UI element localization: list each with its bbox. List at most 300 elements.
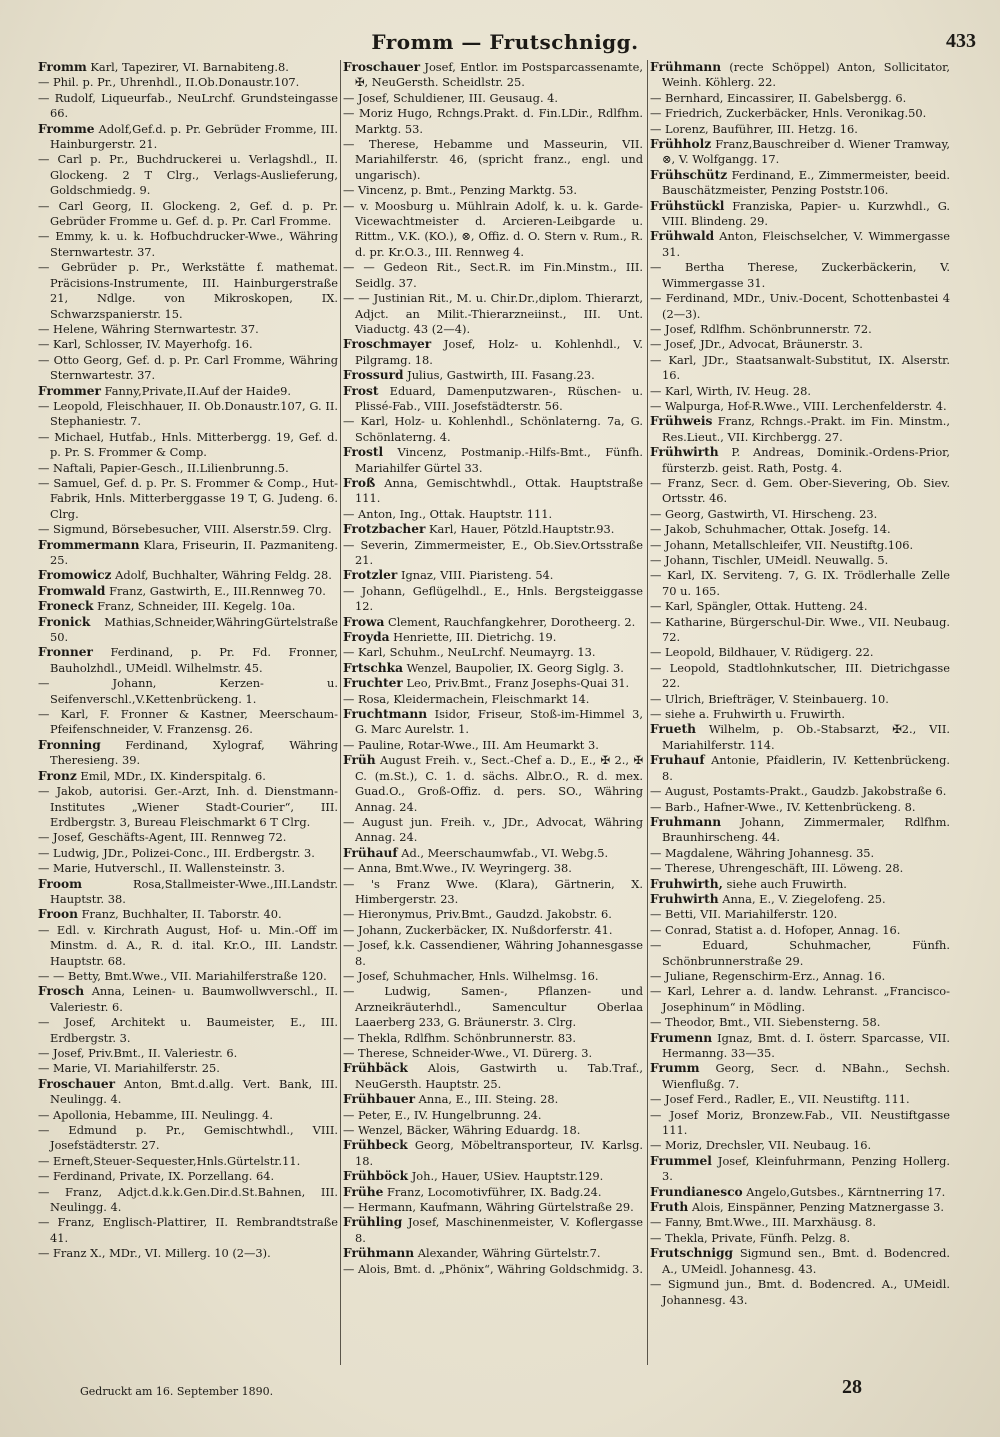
entry-details: Eduard, Damenputzwaren-, Rüschen- u. Plissé-Fab., VIII. Josefstädterstr. 56. xyxy=(355,383,643,413)
directory-entry xyxy=(38,461,338,476)
entry-details: — 's Franz Wwe. (Klara), Gärtnerin, X. Himbergerstr. 23. xyxy=(343,876,643,906)
entry-details: — Sigmund jun., Bmt. d. Bodencred. A., UMeidl. Johannesg. 43. xyxy=(650,1277,950,1307)
entry-surname: Froyda xyxy=(343,630,390,645)
entry-surname: Frosch xyxy=(38,984,85,999)
entry-details: — Karl, Schuhm., NeuLrchf. Neumayrg. 13. xyxy=(343,645,596,660)
entry-details: Anna, Gemischtwhdl., Ottak. Hauptstraße 111. xyxy=(355,475,643,506)
entry-details: — Wenzel, Bäcker, Währing Eduardg. 18. xyxy=(343,1123,581,1138)
entry-surname: Frowa xyxy=(343,614,385,629)
directory-entry xyxy=(343,753,643,815)
entry-surname: Frommer xyxy=(38,383,101,398)
directory-entry xyxy=(650,923,950,938)
entry-details: P. Andreas, Dominik.-Ordens-Prior, fürsterzb. geist. Rath, Postg. 4. xyxy=(662,445,950,475)
entry-details: — Pauline, Rotar-Wwe., III. Am Heumarkt 3. xyxy=(343,737,599,752)
directory-entry xyxy=(343,60,643,91)
entry-details: — Barb., Hafner-Wwe., IV. Kettenbrückeng. 8. xyxy=(650,799,916,814)
entry-details: (recte Schöppel) Anton, Sollicitator, Weinh. Köhlerg. 22. xyxy=(662,60,950,90)
entry-surname: Fruchter xyxy=(343,676,403,691)
directory-entry xyxy=(650,1108,950,1139)
directory-entry xyxy=(650,892,950,907)
entry-details: — Lorenz, Bauführer, III. Hetzg. 16. xyxy=(650,121,858,136)
directory-entry xyxy=(343,337,643,368)
directory-entry xyxy=(38,522,338,537)
entry-details: Johann, Zimmermaler, Rdlfhm. Braunhirscheng. 44. xyxy=(662,814,950,845)
directory-entry xyxy=(650,106,950,121)
directory-entry xyxy=(650,877,950,892)
entry-details: — Rudolf, Liqueurfab., NeuLrchf. Grundsteingasse 66. xyxy=(38,90,338,121)
directory-entry xyxy=(343,1200,643,1215)
entry-details: — Hieronymus, Priv.Bmt., Gaudzd. Jakobstr. 6. xyxy=(343,907,612,922)
directory-entry xyxy=(38,399,338,430)
entry-details: Klara, Friseurin, II. Pazmaniteng. 25. xyxy=(50,537,338,567)
directory-entry xyxy=(650,229,950,260)
column-divider xyxy=(647,60,648,1365)
directory-entry xyxy=(38,260,338,322)
directory-entry xyxy=(650,707,950,722)
directory-entry xyxy=(343,676,643,691)
entry-surname: Fromowicz xyxy=(38,568,112,583)
directory-entry xyxy=(650,800,950,815)
entry-details: — Bertha Therese, Zuckerbäckerin, V. Wimmergasse 31. xyxy=(650,260,950,290)
entry-details: — Franz, Adjct.d.k.k.Gen.Dir.d.St.Bahnen, III. Neulingg. 4. xyxy=(38,1184,338,1215)
entry-details: — — Betty, Bmt.Wwe., VII. Mariahilferstraße 120. xyxy=(38,968,327,983)
directory-entry xyxy=(650,1092,950,1107)
directory-entry xyxy=(38,707,338,738)
directory-entry xyxy=(650,399,950,414)
entry-details: — Thekla, Private, Fünfh. Pelzg. 8. xyxy=(650,1230,851,1245)
entry-surname: Froschauer xyxy=(343,60,421,74)
directory-entry xyxy=(650,661,950,692)
directory-entry xyxy=(343,877,643,908)
entry-details: Franz, Locomotivführer, IX. Badg.24. xyxy=(386,1184,602,1199)
directory-entry xyxy=(38,1185,338,1216)
directory-entry xyxy=(38,1046,338,1061)
entry-details: — Juliane, Regenschirm-Erz., Annag. 16. xyxy=(650,968,886,983)
directory-entry xyxy=(38,1154,338,1169)
entry-details: — Franz, Englisch-Plattirer, II. Rembrandtstraße 41. xyxy=(38,1215,338,1245)
directory-entry xyxy=(343,615,643,630)
entry-surname: Frühwirth xyxy=(650,445,719,460)
directory-column-1 xyxy=(38,60,338,1370)
entry-details: — Johann, Tischler, UMeidl. Neuwallg. 5. xyxy=(650,553,889,567)
directory-entry xyxy=(650,1215,950,1230)
directory-entry xyxy=(38,75,338,90)
entry-details: — Leopold, Fleischhauer, II. Ob.Donaustr.107, G. II. Stephaniestr. 7. xyxy=(38,398,338,429)
directory-entry xyxy=(650,353,950,384)
entry-details: Sigmund sen., Bmt. d. Bodencred. A., UMeidl. Johannesg. 43. xyxy=(662,1246,950,1276)
entry-details: Josef, Maschinenmeister, V. Koflergasse 8. xyxy=(355,1215,643,1245)
entry-details: — Josef, Architekt u. Baumeister, E., III. Erdbergstr. 3. xyxy=(38,1015,338,1045)
entry-details: Julius, Gastwirth, III. Fasang.23. xyxy=(407,368,595,383)
entry-details: Anna, Leinen- u. Baumwollwverschl., II. Valeriestr. 6. xyxy=(50,984,338,1014)
entry-details: — Rosa, Kleidermachein, Fleischmarkt 14. xyxy=(343,691,590,706)
directory-entry xyxy=(650,137,950,168)
entry-details: — Magdalene, Währing Johannesg. 35. xyxy=(650,845,875,860)
entry-details: — Theodor, Bmt., VII. Siebensterng. 58. xyxy=(650,1015,881,1030)
entry-details: — Michael, Hutfab., Hnls. Mitterbergg. 19, Gef. d. p. Pr. S. Frommer & Comp. xyxy=(38,429,338,460)
entry-details: — Carl p. Pr., Buchdruckerei u. Verlagshdl., II. Glockeng. 2 T Clrg., Verlags-Auslieferung, Goldschmiedg. 9. xyxy=(38,152,338,198)
entry-details: — Eduard, Schuhmacher, Fünfh. Schönbrunnerstraße 29. xyxy=(650,938,950,968)
entry-details: — Anna, Bmt.Wwe., IV. Weyringerg. 38. xyxy=(343,861,572,876)
entry-details: — August jun. Freih. v., JDr., Advocat, Währing Annag. 24. xyxy=(343,814,643,845)
directory-entry xyxy=(38,1061,338,1076)
entry-details: — Josef, Priv.Bmt., II. Valeriestr. 6. xyxy=(38,1046,238,1060)
entry-details: — Therese, Schneider-Wwe., VI. Dürerg. 3. xyxy=(343,1046,593,1060)
directory-entry xyxy=(650,984,950,1015)
directory-entry xyxy=(38,1123,338,1154)
directory-entry xyxy=(343,368,643,383)
entry-surname: Fronner xyxy=(38,645,93,660)
directory-entry xyxy=(650,60,950,91)
directory-entry xyxy=(343,1046,643,1061)
directory-entry xyxy=(343,1262,643,1277)
entry-details: Adolf, Buchhalter, Währing Feldg. 28. xyxy=(115,568,332,583)
entry-surname: Frühbeck xyxy=(343,1138,408,1153)
directory-entry xyxy=(38,769,338,784)
entry-details: Ferdinand, Xylograf, Währing Theresieng. 39. xyxy=(50,737,338,768)
directory-entry xyxy=(343,137,643,183)
entry-surname: Fronick xyxy=(38,614,91,629)
entry-details: — Josef, Schuldiener, III. Geusaug. 4. xyxy=(343,90,559,105)
entry-details: — Gebrüder p. Pr., Werkstätte f. mathemat. Präcisions-Instrumente, III. Hainburgerstraße 21, Ndlge. von Mikroskopen, IX. Schwarzspanierstr. 15. xyxy=(38,260,338,321)
entry-details: — August, Postamts-Prakt., Gaudzb. Jakobstraße 6. xyxy=(650,784,947,799)
directory-entry xyxy=(343,1138,643,1169)
entry-details: — — Justinian Rit., M. u. Chir.Dr.,diplom. Thierarzt, Adjct. an Milit.-Thierarzneiinst., III. Unt. Viaductg. 43 (2—4). xyxy=(343,291,643,336)
entry-details: Vincenz, Postmanip.-Hilfs-Bmt., Fünfh. Mariahilfer Gürtel 33. xyxy=(355,445,643,475)
entry-details: Antonie, Pfaidlerin, IV. Kettenbrückeng. 8. xyxy=(662,753,950,783)
entry-details: — Betti, VII. Mariahilferstr. 120. xyxy=(650,907,838,922)
entry-surname: Fruth xyxy=(650,1200,689,1215)
entry-details: — Johann, Metallschleifer, VII. Neustiftg.106. xyxy=(650,537,914,552)
directory-entry xyxy=(38,645,338,676)
entry-surname: Frühmann xyxy=(650,60,722,74)
entry-surname: Fromm xyxy=(38,60,87,74)
directory-entry xyxy=(650,507,950,522)
directory-entry xyxy=(650,538,950,553)
directory-entry xyxy=(343,661,643,676)
entry-details: — Karl, Schlosser, IV. Mayerhofg. 16. xyxy=(38,337,253,352)
directory-entry xyxy=(650,1277,950,1308)
directory-entry xyxy=(343,969,643,984)
entry-details: Alois, Gastwirth u. Tab.Traf., NeuGersth. Hauptstr. 25. xyxy=(355,1061,643,1091)
entry-surname: Froschauer xyxy=(38,1076,116,1091)
directory-entry xyxy=(343,645,643,660)
directory-entry xyxy=(38,784,338,830)
entry-details: — Vincenz, p. Bmt., Penzing Marktg. 53. xyxy=(343,183,578,198)
entry-details: Ad., Meerschaumwfab., VI. Webg.5. xyxy=(401,845,609,860)
directory-entry xyxy=(38,1246,338,1261)
directory-entry xyxy=(650,414,950,445)
entry-surname: Froschmayer xyxy=(343,337,432,352)
entry-surname: Frumm xyxy=(650,1061,700,1076)
page-number: 433 xyxy=(946,30,976,52)
entry-surname: Fruhwirth, xyxy=(650,876,723,891)
entry-surname: Frostl xyxy=(343,445,384,460)
directory-entry xyxy=(343,923,643,938)
directory-entry xyxy=(650,753,950,784)
entry-details: — Karl, F. Fronner & Kastner, Meerschaum-Pfeifenschneider, V. Franzensg. 26. xyxy=(38,707,338,737)
entry-details: — Karl, Spängler, Ottak. Hutteng. 24. xyxy=(650,599,868,614)
entry-details: — Hermann, Kaufmann, Währing Gürtelstraße 29. xyxy=(343,1200,634,1215)
directory-entry xyxy=(650,1246,950,1277)
entry-details: — Johann, Kerzen- u. Seifenverschl.,V.Kettenbrückeng. 1. xyxy=(38,676,338,706)
entry-surname: Fronz xyxy=(38,768,77,783)
entry-surname: Frühweis xyxy=(650,414,713,429)
directory-entry xyxy=(650,553,950,568)
directory-entry xyxy=(650,122,950,137)
entry-surname: Frost xyxy=(343,383,379,398)
entry-surname: Frummel xyxy=(650,1153,712,1168)
directory-entry xyxy=(343,414,643,445)
entry-details: — Peter, E., IV. Hungelbrunng. 24. xyxy=(343,1107,542,1122)
directory-entry xyxy=(343,738,643,753)
entry-details: — Jakob, autorisi. Ger.-Arzt, Inh. d. Dienstmann-Institutes „Wiener Stadt-Courier“, III. Erdbergstr. 3, Bureau Fleischmarkt 6 T Clrg. xyxy=(38,784,338,829)
directory-entry xyxy=(38,1215,338,1246)
directory-entry xyxy=(38,538,338,569)
entry-details: — Karl, JDr., Staatsanwalt-Substitut, IX. Alserstr. 16. xyxy=(650,352,950,383)
column-divider xyxy=(340,60,341,1365)
print-date: Gedruckt am 16. September 1890. xyxy=(80,1385,274,1398)
entry-details: Anna, E., V. Ziegelofeng. 25. xyxy=(722,891,886,906)
entry-details: — Josef, Rdlfhm. Schönbrunnerstr. 72. xyxy=(650,321,872,336)
directory-entry xyxy=(38,322,338,337)
directory-entry xyxy=(343,1246,643,1261)
directory-entry xyxy=(38,337,338,352)
entry-details: — Helene, Währing Sternwartestr. 37. xyxy=(38,321,259,336)
directory-entry xyxy=(343,1061,643,1092)
directory-entry xyxy=(38,830,338,845)
entry-details: Franziska, Papier- u. Kurzwhdl., G. VIII. Blindeng. 29. xyxy=(662,198,950,229)
directory-entry xyxy=(343,1169,643,1184)
entry-details: — Alois, Bmt. d. „Phönix“, Währing Goldschmidg. 3. xyxy=(343,1261,643,1276)
entry-details: Ferdinand, p. Pr. Fd. Fronner, Bauholzhdl., UMeidl. Wilhelmstr. 45. xyxy=(50,645,338,675)
entry-surname: Fruhwirth xyxy=(650,891,719,906)
directory-entry xyxy=(343,445,643,476)
entry-surname: Frühbauer xyxy=(343,1092,416,1107)
entry-details: — Karl, IX. Serviteng. 7, G. IX. Trödlerhalle Zelle 70 u. 165. xyxy=(650,568,950,598)
directory-entry xyxy=(650,1031,950,1062)
entry-details: — Naftali, Papier-Gesch., II.Lilienbrunng.5. xyxy=(38,460,289,475)
directory-entry xyxy=(650,1231,950,1246)
entry-details: — Karl, Holz- u. Kohlenhdl., Schönlaterng. 7a, G. Schönlaterng. 4. xyxy=(343,414,643,444)
entry-details: — Fanny, Bmt.Wwe., III. Marxhäusg. 8. xyxy=(650,1215,876,1230)
directory-entry xyxy=(343,568,643,583)
directory-entry xyxy=(343,1215,643,1246)
entry-details: — Severin, Zimmermeister, E., Ob.Siev.Ortsstraße 21. xyxy=(343,537,643,567)
directory-entry xyxy=(38,599,338,614)
entry-details: Karl, Hauer, Pötzld.Hauptstr.93. xyxy=(429,522,615,537)
entry-surname: Frühe xyxy=(343,1184,384,1199)
entry-details: Adolf,Gef.d. p. Pr. Gebrüder Fromme, III. Hainburgerstr. 21. xyxy=(50,121,338,152)
entry-details: — Moriz, Drechsler, VII. Neubaug. 16. xyxy=(650,1138,872,1153)
directory-entry xyxy=(38,615,338,646)
directory-entry xyxy=(38,877,338,908)
entry-details: — Ulrich, Briefträger, V. Steinbauerg. 10. xyxy=(650,691,889,706)
directory-entry xyxy=(38,1015,338,1046)
directory-column-2 xyxy=(343,60,643,1370)
entry-details: — Josef, Geschäfts-Agent, III. Rennweg 72. xyxy=(38,830,287,845)
entry-surname: Froneck xyxy=(38,599,94,614)
entry-details: Josef, Kleinfuhrmann, Penzing Hollerg. 3. xyxy=(662,1153,950,1184)
directory-entry xyxy=(650,815,950,846)
directory-entry xyxy=(38,846,338,861)
directory-entry xyxy=(343,291,643,337)
entry-surname: Frutschnigg xyxy=(650,1246,734,1261)
entry-surname: Fromwald xyxy=(38,583,106,598)
directory-entry xyxy=(650,1061,950,1092)
entry-surname: Fruhauf xyxy=(650,753,705,768)
entry-details: — Johann, Zuckerbäcker, IX. Nußdorferstr. 41. xyxy=(343,922,613,937)
directory-entry xyxy=(38,568,338,583)
directory-entry xyxy=(343,846,643,861)
entry-details: Joh., Hauer, USiev. Hauptstr.129. xyxy=(411,1169,604,1184)
directory-entry xyxy=(650,322,950,337)
page-header xyxy=(30,30,980,56)
entry-surname: Frühböck xyxy=(343,1169,409,1184)
entry-surname: Froon xyxy=(38,907,78,922)
entry-details: Isidor, Friseur, Stoß-im-Himmel 3, G. Marc Aurelstr. 1. xyxy=(355,707,643,737)
entry-surname: Fromme xyxy=(38,121,95,136)
entry-details: — Sigmund, Börsebesucher, VIII. Alserstr.59. Clrg. xyxy=(38,522,332,537)
entry-details: — Friedrich, Zuckerbäcker, Hnls. Veronikag.50. xyxy=(650,106,927,121)
entry-details: Karl, Tapezirer, VI. Barnabiteng.8. xyxy=(90,60,289,74)
entry-details: Josef, Entlor. im Postsparcassenamte, ✠, NeuGersth. Scheidlstr. 25. xyxy=(355,60,643,90)
directory-entry xyxy=(650,445,950,476)
entry-surname: Frühbäck xyxy=(343,1061,408,1076)
entry-details: — Edl. v. Kirchrath August, Hof- u. Min.-Off im Minstm. d. A., R. d. ital. Kr.O., III. Landstr. Hauptstr. 68. xyxy=(38,922,338,968)
directory-entry xyxy=(650,599,950,614)
entry-details: — Ferdinand, Private, IX. Porzellang. 64. xyxy=(38,1169,275,1184)
directory-entry xyxy=(343,630,643,645)
entry-details: — Josef, Schuhmacher, Hnls. Wilhelmsg. 16. xyxy=(343,968,599,983)
entry-surname: Frühauf xyxy=(343,845,398,860)
entry-details: — Ferdinand, MDr., Univ.-Docent, Schottenbastei 4 (2—3). xyxy=(650,291,950,321)
entry-details: Georg, Secr. d. NBahn., Sechsh. Wienflußg. 7. xyxy=(662,1061,950,1091)
directory-entry xyxy=(650,861,950,876)
entry-surname: Fronning xyxy=(38,737,101,752)
entry-details: — Moriz Hugo, Rchngs.Prakt. d. Fin.LDir., Rdlfhm. Marktg. 53. xyxy=(343,106,643,136)
directory-entry xyxy=(343,507,643,522)
entry-details: Franz, Schneider, III. Kegelg. 10a. xyxy=(97,599,296,614)
directory-entry xyxy=(650,907,950,922)
entry-details: Anton, Bmt.d.allg. Vert. Bank, III. Neulingg. 4. xyxy=(50,1076,338,1107)
entry-surname: Frotzbacher xyxy=(343,522,426,537)
entry-details: — Ludwig, Samen-, Pflanzen- und Arzneikräuterhdl., Samencultur Oberlaa Laaerberg 233, G. Bräunerstr. 3. Clrg. xyxy=(343,984,643,1030)
directory-entry xyxy=(343,199,643,261)
directory-entry xyxy=(650,568,950,599)
directory-entry xyxy=(38,122,338,153)
entry-details: Leo, Priv.Bmt., Franz Josephs-Quai 31. xyxy=(406,676,630,691)
entry-details: — Marie, Hutverschl., II. Wallensteinstr. 3. xyxy=(38,861,286,876)
directory-entry xyxy=(343,384,643,415)
directory-entry xyxy=(650,1185,950,1200)
directory-entry xyxy=(343,984,643,1030)
entry-details: Anton, Fleischselcher, V. Wimmergasse 31. xyxy=(662,229,950,259)
directory-entry xyxy=(343,106,643,137)
entry-details: Henriette, III. Dietrichg. 19. xyxy=(393,630,557,645)
entry-details: Ignaz, Bmt. d. I. österr. Sparcasse, VII. Hermanng. 33—35. xyxy=(662,1030,950,1060)
entry-details: Franz, Gastwirth, E., III.Rennweg 70. xyxy=(109,583,326,598)
entry-surname: Fruhmann xyxy=(650,814,722,829)
entry-details: — Erneft,Steuer-Sequester,Hnls.Gürtelstr.11. xyxy=(38,1153,301,1168)
directory-entry xyxy=(343,1031,643,1046)
directory-entry xyxy=(343,183,643,198)
entry-details: Franz, Buchhalter, II. Taborstr. 40. xyxy=(81,907,282,922)
entry-details: — v. Moosburg u. Mühlrain Adolf, k. u. k. Garde-Vicewachtmeister d. Arcieren-Leibgarde u. Rittm., V.K. (KO.), ⊗, Offiz. d. O. Stern v. Rum., R. d. pr. Kr.O.3., III. Rennweg 4. xyxy=(343,198,643,259)
directory-entry xyxy=(650,784,950,799)
directory-entry xyxy=(343,538,643,569)
entry-surname: Frühwald xyxy=(650,229,715,244)
entry-details: — Apollonia, Hebamme, III. Neulingg. 4. xyxy=(38,1107,273,1122)
directory-entry xyxy=(38,676,338,707)
directory-entry xyxy=(38,1169,338,1184)
entry-surname: Froom xyxy=(38,876,83,891)
entry-details: Angelo,Gutsbes., Kärntnerring 17. xyxy=(746,1184,946,1199)
entry-details: — Marie, VI. Mariahilferstr. 25. xyxy=(38,1061,220,1076)
directory-entry xyxy=(38,353,338,384)
directory-entry xyxy=(650,291,950,322)
directory-entry xyxy=(38,984,338,1015)
directory-entry xyxy=(650,1154,950,1185)
entry-details: — Ludwig, JDr., Polizei-Conc., III. Erdbergstr. 3. xyxy=(38,845,315,860)
entry-details: August Freih. v., Sect.-Chef a. D., E., ✠ 2., ✠ C. (m.St.), C. 1. d. sächs. Albr.O., R. d. mex. Guad.O., Groß-Offiz. d. pers. SO., Währing Annag. 24. xyxy=(355,753,643,814)
directory-entry xyxy=(650,645,950,660)
signature-mark: 28 xyxy=(842,1376,862,1398)
entry-details: — Georg, Gastwirth, VI. Hirscheng. 23. xyxy=(650,506,878,521)
entry-surname: Frühling xyxy=(343,1215,403,1230)
entry-surname: Frossurd xyxy=(343,368,404,383)
directory-entry xyxy=(650,1138,950,1153)
directory-entry xyxy=(38,430,338,461)
directory-entry xyxy=(38,91,338,122)
entry-details: Josef, Holz- u. Kohlenhdl., V. Pilgramg. 18. xyxy=(355,337,643,367)
entry-details: Alexander, Währing Gürtelstr.7. xyxy=(417,1246,601,1261)
directory-entry xyxy=(343,815,643,846)
entry-surname: Frühmann xyxy=(343,1246,415,1261)
entry-details: — siehe a. Fruhwirth u. Fruwirth. xyxy=(650,707,845,722)
directory-entry xyxy=(38,1108,338,1123)
directory-entry xyxy=(38,861,338,876)
directory-entry xyxy=(343,1123,643,1138)
entry-details: — Katharine, Bürgerschul-Dir. Wwe., VII. Neubaug. 72. xyxy=(650,614,950,645)
directory-entry xyxy=(343,692,643,707)
entry-details: — Emmy, k. u. k. Hofbuchdrucker-Wwe., Währing Sternwartestr. 37. xyxy=(38,229,338,259)
directory-entry xyxy=(650,722,950,753)
entry-details: — Jakob, Schuhmacher, Ottak. Josefg. 14. xyxy=(650,522,891,537)
directory-entry xyxy=(343,1185,643,1200)
entry-details: — Anton, Ing., Ottak. Hauptstr. 111. xyxy=(343,506,553,521)
entry-details: — Carl Georg, II. Glockeng. 2, Gef. d. p. Pr. Gebrüder Fromme u. Gef. d. p. Pr. Carl Fromme. xyxy=(38,198,338,229)
entry-details: — Phil. p. Pr., Uhrenhdl., II.Ob.Donaustr.107. xyxy=(38,75,300,90)
directory-entry xyxy=(343,260,643,291)
entry-surname: Frühschütz xyxy=(650,167,728,182)
directory-entry xyxy=(38,738,338,769)
entry-details: — Edmund p. Pr., Gemischtwhdl., VIII. Josefstädterstr. 27. xyxy=(38,1123,338,1153)
directory-entry xyxy=(650,91,950,106)
directory-entry xyxy=(38,584,338,599)
directory-entry xyxy=(343,584,643,615)
entry-details: — Leopold, Bildhauer, V. Rüdigerg. 22. xyxy=(650,645,874,660)
entry-details: — Karl, Lehrer a. d. landw. Lehranst. „Francisco-Josephinum“ in Mödling. xyxy=(650,984,950,1014)
entry-details: siehe auch Fruwirth. xyxy=(726,876,847,891)
directory-entry xyxy=(650,846,950,861)
entry-surname: Frumenn xyxy=(650,1030,713,1045)
entry-details: Anna, E., III. Steing. 28. xyxy=(418,1092,559,1107)
directory-entry xyxy=(38,229,338,260)
directory-entry xyxy=(38,60,338,75)
directory-entry xyxy=(650,476,950,507)
directory-entry xyxy=(343,707,643,738)
